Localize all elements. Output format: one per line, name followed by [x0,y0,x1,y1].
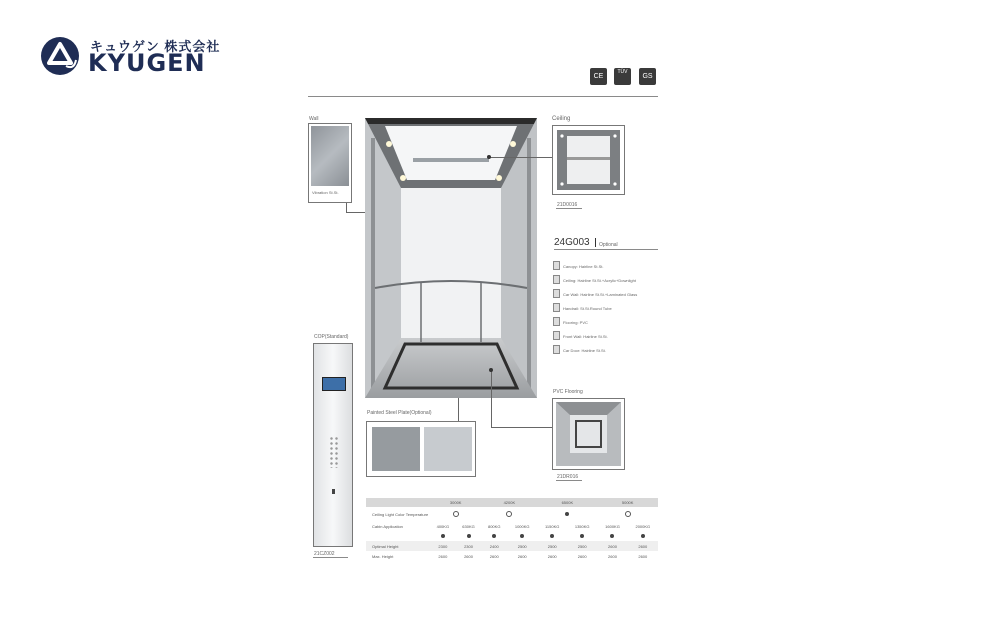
wall-swatch-label: Vibration St.St. [312,190,339,195]
material-front-wall: Front Wall: Hairline St.St. [563,334,608,339]
capacity-cell: 1600KG [605,523,620,529]
color-4200-radio[interactable] [506,511,512,517]
color-3000-radio[interactable] [453,511,459,517]
optimal-height-row [366,541,658,551]
max-height-cell: 2600 [608,553,617,559]
capacity-cell: 1000KG [514,523,530,529]
kyugen-logo-icon [40,36,80,76]
optimal-height-cell: 2500 [537,541,567,551]
cop-buttons-icon [329,436,339,468]
ceiling-code-underline [556,208,582,209]
spec-table [366,498,658,561]
material-car-door: Car Door: Hairline St.St. [563,348,606,353]
optimal-height-cell: 2300 [430,541,456,551]
max-height-cell: 2600 [638,553,648,559]
cop-heading: COP(Standard) [314,334,349,340]
optimal-height-cell: 2600 [628,541,658,551]
color-temp-header-row [366,498,658,507]
capacity-dot [550,534,554,538]
color-6500-radio[interactable] [565,512,569,516]
flooring-code-underline [556,480,582,481]
capacity-dot [641,534,645,538]
cop-display-icon [322,377,346,391]
optimal-height-cell: 2600 [597,541,627,551]
max-height-cell: 2600 [577,553,587,559]
painted-plate-heading: Painted Steel Plate(Optional) [367,410,432,416]
material-car-wall: Car Wall: Hairline St.St.+Laminated Glass [563,292,638,297]
material-ceiling: Ceiling: Hairline St.St.+Acrylic+Downlight [563,278,636,283]
ceiling-material-icon [553,275,560,284]
car-door-icon [553,345,560,354]
header-divider [308,96,658,97]
color-temp-4200: 4200K [481,498,537,507]
model-tag: Optional [599,242,618,248]
capacity-dot [467,534,471,538]
max-height-cell: 2600 [517,553,527,559]
optimal-height-cell: 2500 [507,541,537,551]
tuv-cert-icon: TÜV [614,68,631,85]
max-height-cell: 2600 [547,553,557,559]
flooring-marker [489,368,493,372]
color-temp-label: Ceiling Light Color Temperature [372,511,429,517]
wall-heading: Wall [309,116,319,122]
optimal-height-cell: 2500 [567,541,597,551]
flooring-sample [552,398,625,470]
optimal-height-cell: 2300 [456,541,482,551]
cop-panel [313,343,353,547]
capacity-dot [610,534,614,538]
optimal-height-cell: 2400 [481,541,507,551]
ceiling-marker [487,155,491,159]
canopy-icon [553,261,560,270]
cop-code: 21CZ002 [314,551,335,557]
color-temp-3000: 3000K [430,498,481,507]
capacity-cell: 1350KG [574,523,590,529]
ceiling-heading: Ceiling [552,116,571,122]
cop-code-underline [313,557,348,558]
capacity-cell: 400KG [436,523,450,529]
color-temp-row [366,507,658,521]
optimal-height-label: Optimal Height [366,541,430,551]
cabin-application-label: Cabin Application [372,523,403,529]
handrail-icon [553,303,560,312]
model-code: 24G003 [554,237,590,248]
brand-english: KYUGEN [88,49,206,77]
capacity-dot-row [366,531,658,541]
gs-cert-icon: GS [639,68,656,85]
flooring-icon [553,317,560,326]
color-temp-5000: 5000K [597,498,658,507]
brand-japanese: キュウゲン 株式会社 [90,39,221,54]
ceiling-sample [552,125,625,195]
flooring-heading: PVC Flooring [553,389,583,395]
max-height-label: Max. Height [372,553,394,559]
painted-plate-dark-swatch [372,427,420,471]
ce-cert-icon: CE [590,68,607,85]
cop-keyhole-icon [332,489,335,494]
capacity-dot [580,534,584,538]
painted-plate-light-swatch [424,427,472,471]
wall-sample [308,123,352,203]
capacity-cell: 1150KG [545,523,560,529]
capacity-dot [492,534,496,538]
capacity-row [366,521,658,531]
ceiling-code: 21D0016 [557,202,578,208]
model-divider [595,238,596,247]
max-height-cell: 2600 [489,553,499,559]
max-height-cell: 2600 [438,553,448,559]
capacity-cell: 800KG [487,523,501,529]
model-underline [554,249,658,250]
elevator-cabin-image [365,118,537,398]
max-height-row [366,551,658,561]
capacity-dot [441,534,445,538]
flooring-code: 21DR016 [557,474,579,480]
max-height-cell: 2600 [464,553,473,559]
material-handrail: Handrail: St.St.Round Tube [563,306,612,311]
color-5000-radio[interactable] [625,511,631,517]
capacity-cell: 630KG [462,523,475,529]
color-temp-6500: 6500K [537,498,597,507]
car-wall-icon [553,289,560,298]
painted-plate-sample [366,421,476,477]
front-wall-icon [553,331,560,340]
material-flooring: Flooring: PVC [563,320,588,325]
material-canopy: Canopy: Hairline St.St. [563,264,604,269]
capacity-cell: 2000KG [635,523,651,529]
capacity-dot [520,534,524,538]
